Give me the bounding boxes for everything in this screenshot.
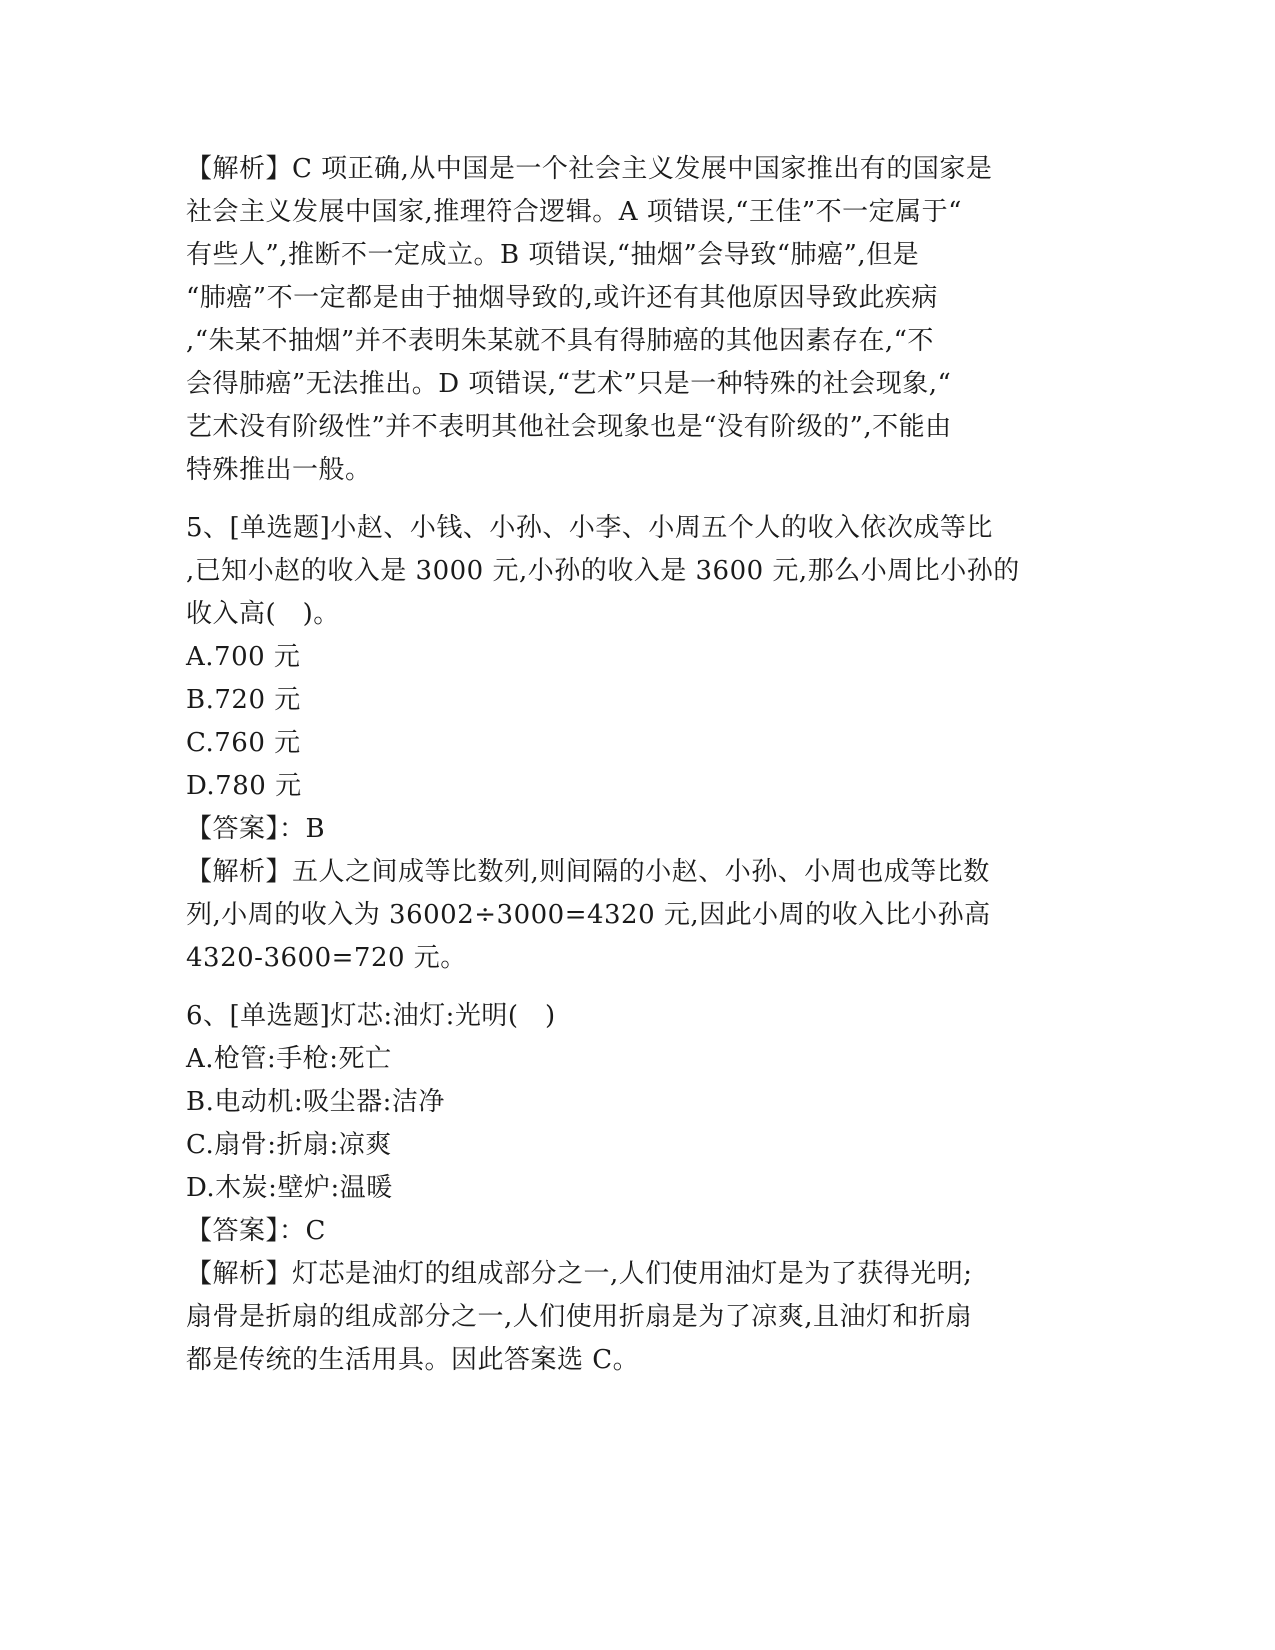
explanation-line: 艺术没有阶级性”并不表明其他社会现象也是“没有阶级的”,不能由 [186,412,952,442]
explanation-line: 都是传统的生活用具。因此答案选 C。 [186,1345,640,1375]
explanation-line: 社会主义发展中国家,推理符合逻辑。A 项错误,“王佳”不一定属于“ [186,197,962,227]
answer-line: 【答案】：B [186,814,326,844]
explanation-line: 【解析】灯芯是油灯的组成部分之一,人们使用油灯是为了获得光明; [186,1259,973,1289]
option-a: A.700 元 [186,642,301,672]
option-c: C.扇骨:折扇:凉爽 [186,1130,392,1160]
explanation-line: 【解析】C 项正确,从中国是一个社会主义发展中国家推出有的国家是 [186,154,993,184]
question-stem-line: ,已知小赵的收入是 3000 元,小孙的收入是 3600 元,那么小周比小孙的 [186,556,1020,586]
question-6 [186,995,1086,1382]
option-b: B.720 元 [186,685,301,715]
option-d: D.780 元 [186,771,302,801]
explanation-line: 会得肺癌”无法推出。D 项错误,“艺术”只是一种特殊的社会现象,“ [186,369,952,399]
option-d: D.木炭:壁炉:温暖 [186,1173,393,1203]
explanation-line: 列,小周的收入为 36002÷3000=4320 元,因此小周的收入比小孙高 [186,900,991,930]
option-c: C.760 元 [186,728,301,758]
explanation-line: 有些人”,推断不一定成立。B 项错误,“抽烟”会导致“肺癌”,但是 [186,240,920,270]
question-stem-line: 6、[单选题]灯芯:油灯:光明( ) [186,1001,556,1031]
explanation-line: ,“朱某不抽烟”并不表明朱某就不具有得肺癌的其他因素存在,“不 [186,326,934,356]
option-b: B.电动机:吸尘器:洁净 [186,1087,445,1117]
answer-line: 【答案】：C [186,1216,326,1246]
explanation-line: “肺癌”不一定都是由于抽烟导致的,或许还有其他原因导致此疾病 [186,283,938,313]
question-stem-line: 5、[单选题]小赵、小钱、小孙、小李、小周五个人的收入依次成等比 [186,513,993,543]
explanation-line: 扇骨是折扇的组成部分之一,人们使用折扇是为了凉爽,且油灯和折扇 [186,1302,973,1332]
explanation-line: 特殊推出一般。 [186,455,372,485]
explanation-line: 4320-3600=720 元。 [186,943,467,973]
document-page [186,148,1086,1382]
question-stem-line: 收入高( )。 [186,599,340,629]
question-5 [186,507,1086,980]
option-a: A.枪管:手枪:死亡 [186,1044,392,1074]
prev-explanation-block [186,148,1086,492]
explanation-line: 【解析】五人之间成等比数列,则间隔的小赵、小孙、小周也成等比数 [186,857,990,887]
